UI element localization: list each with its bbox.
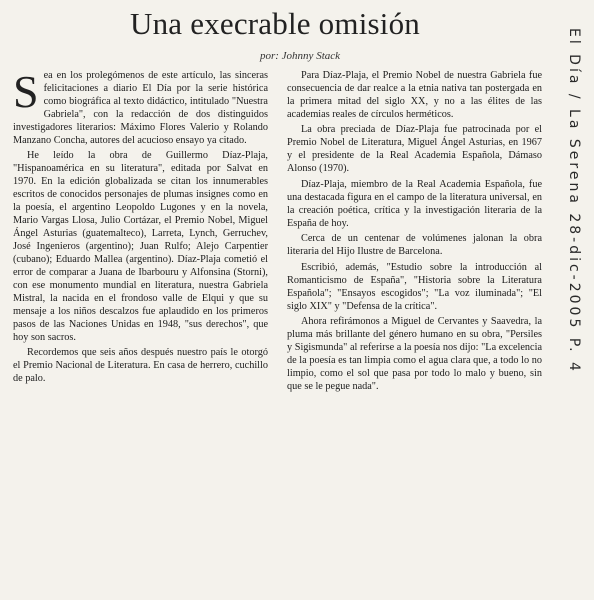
handwritten-margin-note: El Día / La Serena 28-dic-2005 P. 4 (566, 28, 582, 374)
paragraph: He leído la obra de Guillermo Díaz-Plaja, "Hispanoamérica en su literatura", editada por Salvat en 1970. En la edición globalizada se citan los innumerables escritos de conocidos personajes de plumas insignes como en la poesía, el argentino Leopoldo Lugones y en la novela, Mario Vargas Llosa, Julio Cortázar, el Premio Nobel, Miguel Ángel Asturias (guatemalteco), Larreta, Lynch, Gerruchev, José Ingenieros (argentino); Juan Rulfo; Alejo Carpentier (cubano); Eduardo Mallea (argentino). Díaz-Plaja cometió el error de comparar a Juana de Ibarbouru y Alfonsina (Storni), con ese monumento mundial en literatura, nuestra Gabriela Mistral, la nacida en el frondoso valle de Elqui y que su mensaje a los niños descalzos fue aplaudido en los primeros pasos de las Naciones Unidas en 1948, "sus derechos", que hoy son sacros. (13, 150, 268, 343)
paragraph-text: ea en los prolegómenos de este artículo, las sinceras felicitaciones a diario El Día por la serie histórica como biográfica al texto didáctico, intitulado "Nuestra Gabriela", con la redacción de dos distinguidos investigadores literarios: Máximo Flores Valerio y Rolando Manzano Concha, autores del acucioso ensayo ya citado. (13, 70, 268, 146)
paragraph: La obra preciada de Díaz-Plaja fue patrocinada por el Premio Nobel de Literatura, Miguel Ángel Asturias, en 1967 y el presidente de la Real Academia Española, Dámaso Alonso (1970). (287, 124, 542, 175)
paragraph: Para Díaz-Plaja, el Premio Nobel de nuestra Gabriela fue consecuencia de dar realce a la etnia nativa tan postergada en la primera mitad del siglo XX, y no a las élites de las academias reales de círculos herméticos. (287, 70, 542, 120)
paragraph: Cerca de un centenar de volúmenes jalonan la obra literaria del Hijo Ilustre de Barcelona. (287, 233, 542, 258)
paragraph: Recordemos que seis años después nuestro país le otorgó el Premio Nacional de Literatura. En casa de herrero, cuchillo de palo. (13, 347, 268, 385)
paragraph: Díaz-Plaja, miembro de la Real Academia Española, fue una destacada figura en el campo de la literatura universal, en la creación poética, crítica y la investigación literaria de la España de hoy. (287, 178, 542, 229)
article-column-right (287, 70, 542, 598)
drop-cap: S (13, 70, 39, 117)
paragraph: Escribió, además, "Estudio sobre la introducción al Romanticismo de España", "Historia sobre la Literatura Española"; "Ensayos escogidos"; "La voz iluminada"; "El siglo XIX" y "Defensa de la crítica". (287, 261, 542, 312)
headline: Una execrable omisión (130, 6, 420, 41)
byline: por: Johnny Stack (259, 50, 341, 62)
paragraph (13, 70, 268, 148)
paragraph: Ahora refirámonos a Miguel de Cervantes y Saavedra, la pluma más brillante del género humano en su obra, "Persiles y Sigismunda" al referirse a la poesía nos dijo: "La excelencia de la poesía es tan limpia como el agua clara que, a todo lo no limpio, como el sol que pasa por todo lo malo y bueno, sin que se le pegue nada". (287, 316, 542, 392)
article-column-left (13, 70, 268, 598)
